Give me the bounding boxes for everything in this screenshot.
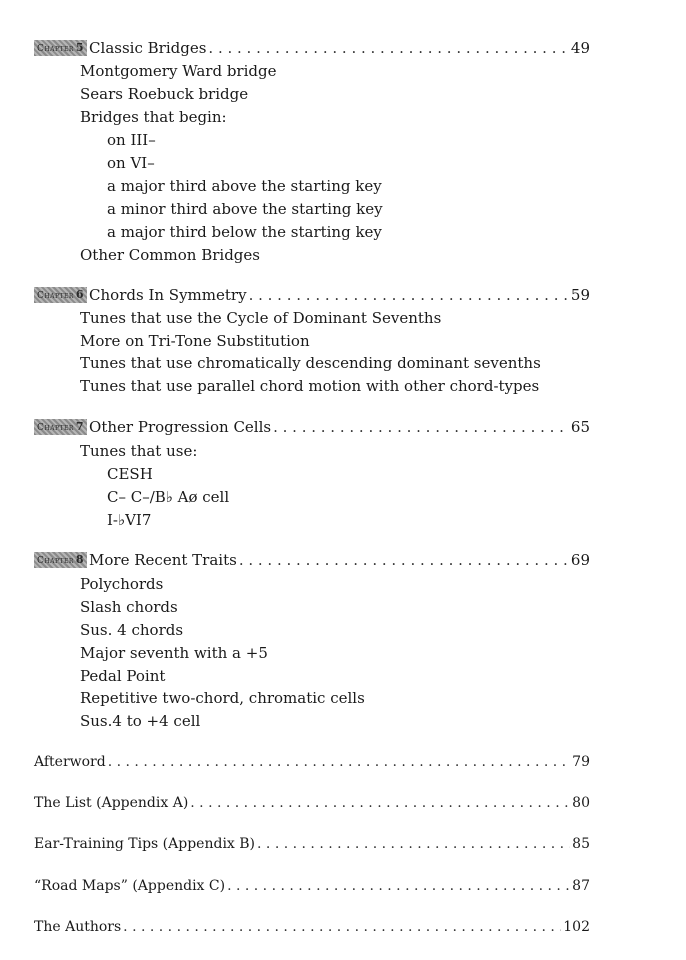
dot-leader — [190, 793, 570, 813]
toc-subentry: C– C–/B♭ Aø cell — [107, 488, 230, 506]
page-number: 87 — [572, 878, 590, 894]
toc-subentry: a major third below the starting key — [107, 223, 382, 241]
chapter-title: Classic Bridges — [89, 39, 207, 57]
toc-entry: More on Tri-Tone Substitution — [80, 332, 310, 350]
dot-leader — [108, 752, 570, 772]
toc-entry: Repetitive two-chord, chromatic cells — [80, 689, 365, 707]
chapter-row-5 — [34, 38, 590, 58]
toc-subentry: I-♭VI7 — [107, 511, 152, 529]
page-number: 65 — [570, 418, 590, 436]
dot-leader — [249, 285, 569, 305]
chapter-row-7 — [34, 417, 590, 437]
dot-leader — [239, 550, 569, 570]
back-matter-row — [34, 793, 590, 813]
toc-subentry: a major third above the starting key — [107, 177, 382, 195]
page-number: 102 — [563, 919, 590, 935]
section-title: Afterword — [34, 754, 106, 770]
back-matter-row — [34, 834, 590, 854]
chapter-badge: Chapter 7 — [34, 419, 87, 435]
dot-leader — [257, 834, 570, 854]
toc-entry: Tunes that use the Cycle of Dominant Sevenths — [80, 309, 442, 327]
toc-entry: Tunes that use parallel chord motion with other chord-types — [80, 377, 540, 395]
chapter-badge: Chapter 5 — [34, 40, 87, 56]
back-matter-row — [34, 917, 590, 937]
dot-leader — [227, 876, 570, 896]
toc-entry: Montgomery Ward bridge — [80, 62, 277, 80]
section-title: The Authors — [34, 919, 122, 935]
dot-leader — [123, 917, 561, 937]
chapter-badge: Chapter 8 — [34, 552, 87, 568]
toc-subentry: on VI– — [107, 154, 155, 172]
page-number: 59 — [570, 286, 590, 304]
chapter-row-6 — [34, 285, 590, 305]
section-title: The List (Appendix A) — [34, 795, 189, 811]
toc-subentry: CESH — [107, 465, 153, 483]
toc-entry: Sears Roebuck bridge — [80, 85, 249, 103]
page-number: 79 — [572, 754, 590, 770]
toc-entry: Major seventh with a +5 — [80, 644, 268, 662]
toc-entry: Pedal Point — [80, 667, 166, 685]
dot-leader — [208, 38, 569, 58]
toc-entry: Tunes that use chromatically descending dominant sevenths — [80, 354, 541, 372]
toc-subentry: on III– — [107, 131, 156, 149]
chapter-title: Other Progression Cells — [89, 418, 272, 436]
chapter-row-8 — [34, 550, 590, 570]
back-matter-row — [34, 876, 590, 896]
dot-leader — [273, 417, 569, 437]
toc-entry: Slash chords — [80, 598, 178, 616]
toc-entry: Sus.4 to +4 cell — [80, 712, 201, 730]
back-matter-row — [34, 752, 590, 772]
toc-entry: Polychords — [80, 575, 164, 593]
toc-subentry: a minor third above the starting key — [107, 200, 383, 218]
section-title: “Road Maps” (Appendix C) — [34, 878, 226, 894]
chapter-badge: Chapter 6 — [34, 287, 87, 303]
toc-entry: Tunes that use: — [80, 442, 198, 460]
toc-entry: Sus. 4 chords — [80, 621, 184, 639]
chapter-title: More Recent Traits — [89, 551, 237, 569]
page-number: 69 — [570, 551, 590, 569]
page-number: 80 — [572, 795, 590, 811]
chapter-title: Chords In Symmetry — [89, 286, 247, 304]
section-title: Ear-Training Tips (Appendix B) — [34, 836, 256, 852]
toc-entry: Bridges that begin: — [80, 108, 227, 126]
page-number: 49 — [570, 39, 590, 57]
toc-entry: Other Common Bridges — [80, 246, 260, 264]
page-number: 85 — [572, 836, 590, 852]
